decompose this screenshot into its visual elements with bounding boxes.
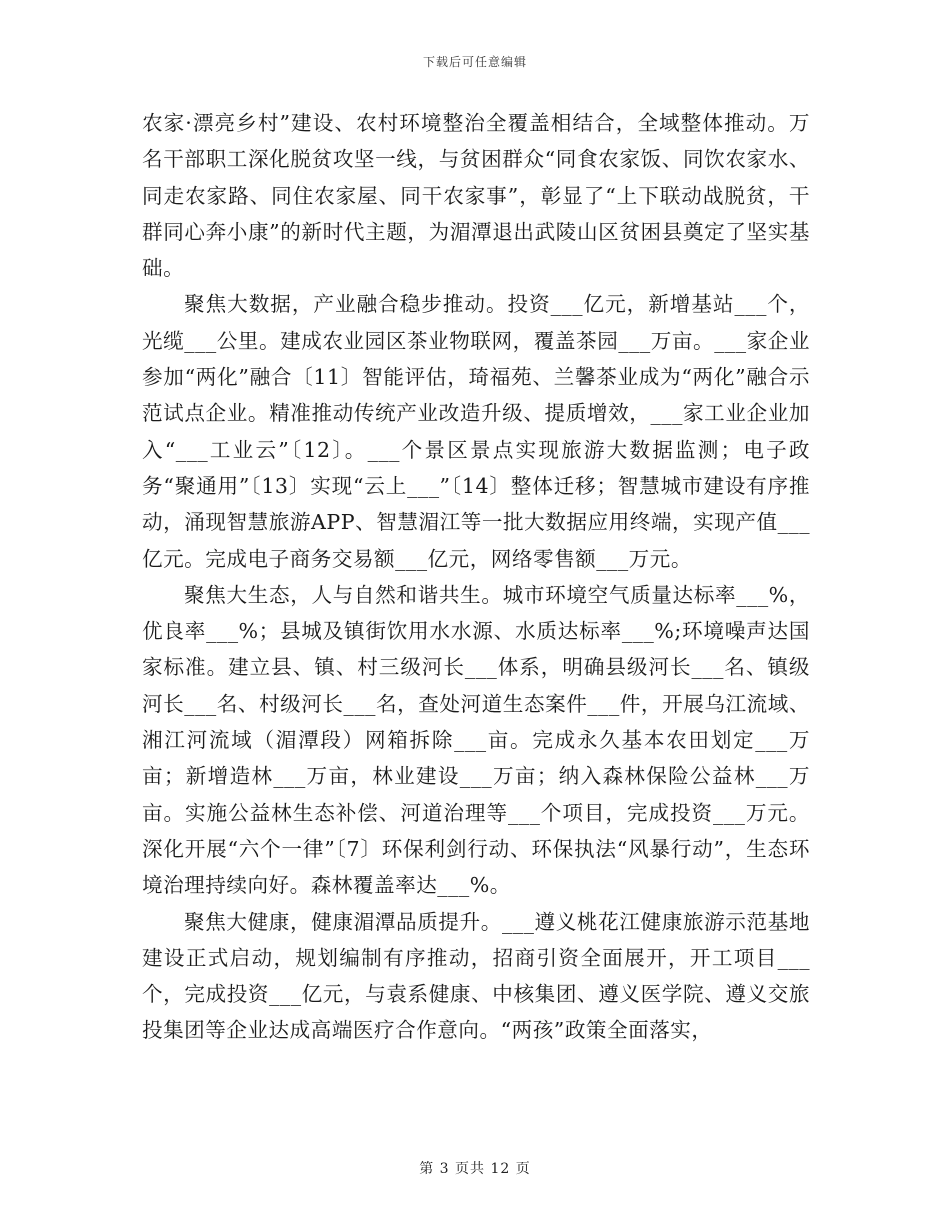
paragraph-big-health: 聚焦大健康，健康湄潭品质提升。___遵义桃花江健康旅游示范基地建设正式启动，规划编制有序推动，招商引资全面展开，开工项目___个，完成投资___亿元，与袁系健康、中核集团、遵义医学院、遵义交旅投集团等企业达成高端医疗合作意向。“两孩”政策全面落实， [142,909,810,1043]
page-header: 下载后可任意编辑 [422,55,527,69]
paragraph-big-data: 聚焦大数据，产业融合稳步推动。投资___亿元，新增基站___个，光缆___公里。建成农业园区茶业物联网，覆盖茶园___万亩。___家企业参加“两化”融合〔11〕智能评估，琦福苑、兰馨茶业成为“两化”融合示范试点企业。精准推动传统产业改造升级、提质增效，___家工业企业加入“___工业云”〔12〕。___个景区景点实现旅游大数据监测；电子政务“聚通用”〔13〕实现“云上___”〔14〕整体迁移；智慧城市建设有序推动，涌现智慧旅游APP、智慧湄江等一批大数据应用终端，实现产值___亿元。完成电子商务交易额___亿元，网络零售额___万元。 [142,292,810,571]
paragraph-big-ecology: 聚焦大生态，人与自然和谐共生。城市环境空气质量达标率___%，优良率___%；县城及镇街饮用水水源、水质达标率___%;环境噪声达国家标准。建立县、镇、村三级河长___体系，明确县级河长___名、镇级河长___名、村级河长___名，查处河道生态案件___件，开展乌江流域、湘江河流域（湄潭段）网箱拆除___亩。完成永久基本农田划定___万亩；新增造林___万亩，林业建设___万亩；纳入森林保险公益林___万亩。实施公益林生态补偿、河道治理等___个项目，完成投资___万元。深化开展“六个一律”〔7〕环保利剑行动、环保执法“风暴行动”，生态环境治理持续向好。森林覆盖率达___%。 [142,582,810,898]
page-number-footer: 第 3 页共 12 页 [419,1161,531,1177]
paragraph-continuation: 农家·漂亮乡村”建设、农村环境整治全覆盖相结合，全域整体推动。万名干部职工深化脱贫攻坚一线，与贫困群众“同食农家饭、同饮农家水、同走农家路、同住农家屋、同干农家事”，彰显了“上下联动战脱贫，干群同心奔小康”的新时代主题，为湄潭退出武陵山区贫困县奠定了坚实基础。 [142,111,810,281]
document-body [142,105,810,1049]
